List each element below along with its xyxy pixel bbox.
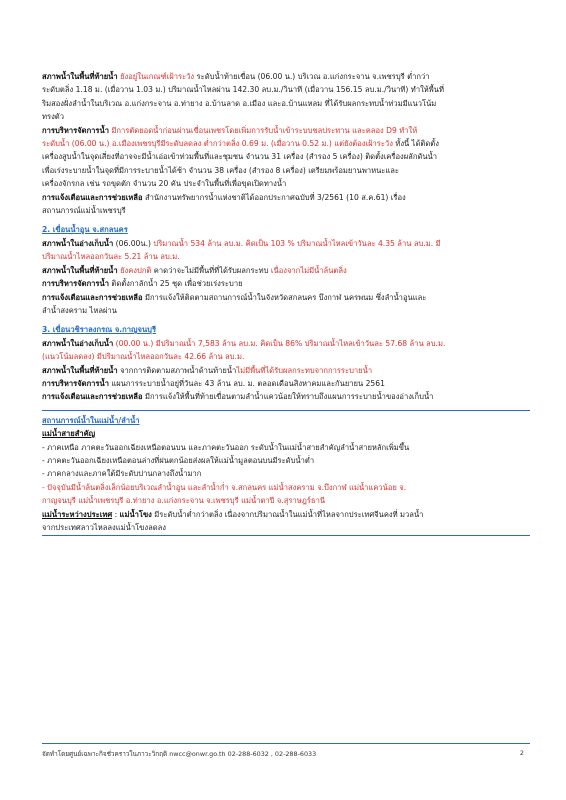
s3-downstream-label: สภาพน้ำในพื้นที่ท้ายน้ำ bbox=[42, 365, 118, 375]
s2-management-label: การบริหารจัดการน้ำ bbox=[42, 279, 109, 289]
s2-reservoir-label: สภาพน้ำในอ่างเก็บน้ำ bbox=[42, 238, 114, 248]
s2-alert-text-1: มีการแจ้งให้ติดตามสถานการณ์น้ำในจังหวัดสกลนคร บึงกาฬ นครพนม ซึ่งลำน้ำอูนและ bbox=[142, 292, 427, 302]
s3-reservoir-red-1: (00.00 น.) มีปริมาณน้ำ 7,583 ล้าน ลบ.ม. คิดเป็น 86% ปริมาณน้ำไหลเข้าวันละ 57.68 ล้าน ลบ.ม. bbox=[113, 338, 446, 348]
s2-alert-paragraph bbox=[42, 291, 530, 318]
downstream-paragraph bbox=[42, 70, 530, 124]
s3-management-label: การบริหารจัดการน้ำ bbox=[42, 378, 109, 388]
river-bullet-4-line-1: - ปัจจุบันมีน้ำล้นตลิ่งเล็กน้อยบริเวณลำน้ำอูน และลำน้ำก่ำ จ.สกลนคร แม่น้ำสงคราม จ.บึงกาฬ แม่น้ำแควน้อย จ. bbox=[42, 482, 407, 492]
s3-management-text: แผนการระบายน้ำอยู่ที่วันละ 43 ล้าน ลบ. ม. ตลอดเดือนสิงหาคมและกันยายน 2561 bbox=[108, 378, 385, 388]
international-rivers-label: แม่น้ำระหว่างประเทศ bbox=[42, 509, 113, 519]
river-situation-box bbox=[42, 410, 530, 537]
river-situation-title: สถานการณ์น้ำในแม่น้ำ/ลำน้ำ bbox=[42, 415, 140, 425]
s2-alert-text-2: ลำน้ำสงคราม ไหลผ่าน bbox=[42, 305, 117, 315]
s2-reservoir-red-2: ปริมาณน้ำไหลออกวันละ 5.21 ล้าน ลบ.ม. bbox=[42, 252, 180, 262]
downstream-text-4: ทรงตัว bbox=[42, 112, 64, 122]
downstream-text-3: ริมสองฝั่งลำน้ำในบริเวณ อ.แก่งกระจาน อ.ท่ายาง อ.บ้านลาด อ.เมือง และอ.บ้านแหลม ที่ได้รับผลกระทบน้ำท่วมมีแนวโน้ม bbox=[42, 98, 437, 108]
management-text-2: ทั้งนี้ ได้ติดตั้ง bbox=[392, 139, 439, 149]
downstream-text-1: ระดับน้ำท้ายเขื่อน (06.00 น.) บริเวณ อ.แก่งกระจาน จ.เพชรบุรี ต่ำกว่า bbox=[196, 72, 430, 81]
river-bullet-4-line-2: กาญจนบุรี แม่น้ำเพชรบุรี อ.ท่ายาง อ.แก่งกระจาน จ.เพชรบุรี แม่น้ำตาปี จ.สุราษฎร์ธานี bbox=[42, 496, 326, 506]
management-red-1: มีการตัดยอดน้ำก่อนผ่านเขื่อนเพชรโดยเพิ่มการรับน้ำเข้าระบบชลประทาน และคลอง D9 ทำให้ bbox=[111, 125, 418, 135]
footer bbox=[42, 749, 530, 759]
management-text-3: เครื่องสูบน้ำในจุดเสี่ยงที่อาจจะมีน้ำเอ่อเข้าท่วมพื้นที่และชุมชน จำนวน 31 เครื่อง (สำรอง 5 เครื่อง) ติดตั้งเครื่องผลักดันน้ำ bbox=[42, 152, 438, 162]
s2-reservoir-red-1: ปริมาณน้ำ 534 ล้าน ลบ.ม. คิดเป็น 103 % ปริมาณน้ำไหลเข้าวันละ 4.35 ล้าน ลบ.ม. มี bbox=[153, 238, 441, 248]
river-bullet-3: - ภาคกลางและภาคใต้มีระดับปานกลางถึงน้ำมาก bbox=[42, 469, 202, 479]
s3-downstream-red: ไม่มีพื้นที่ได้รับผลกระทบจากการระบายน้ำ bbox=[236, 365, 373, 375]
international-separator: : bbox=[112, 509, 120, 519]
alert-text-1: สำนักงานทรัพยากรน้ำแห่งชาติได้ออกประกาศฉบับที่ 3/2561 (10 ส.ค.61) เรื่อง bbox=[142, 192, 406, 202]
management-label: การบริหารจัดการน้ำ bbox=[42, 125, 109, 135]
s2-reservoir-time: (06.00น.) bbox=[113, 238, 154, 248]
s3-reservoir-red-2: (แนวโน้มลดลง) มีปริมาณน้ำไหลออกวันละ 42.66 ล้าน ลบ.ม. bbox=[42, 352, 245, 362]
management-text-5: เครื่องจักรกล เช่น รถขุดตัก จำนวน 20 คัน ประจำในพื้นที่เพื่อขุดเปิดทางน้ำ bbox=[42, 179, 287, 189]
management-paragraph bbox=[42, 124, 530, 191]
management-red-2: ระดับน้ำ (06.00 น.) อ.เมืองเพชรบุรีมีระดับลดลง ต่ำกว่าตลิ่ง 0.69 ม. (เมื่อวาน 0.52 ม.) แต่ยังต้องเฝ้าระวัง bbox=[42, 139, 393, 149]
alert-label: การแจ้งเตือนและการช่วยเหลือ bbox=[42, 192, 143, 202]
alert-paragraph bbox=[42, 191, 530, 218]
s3-downstream-text: จากการติดตามสภาพน้ำด้านท้ายน้ำ bbox=[117, 365, 237, 375]
s2-management-paragraph bbox=[42, 277, 530, 290]
s3-management-paragraph bbox=[42, 377, 530, 390]
international-rivers-paragraph bbox=[42, 508, 530, 535]
footer-org: จัดทำโดยศูนย์เฉพาะกิจชั่วคราวในภาวะวิกฤติ nwcc@onwr.go.th 02-288-6032 , 02-288-6033 bbox=[42, 750, 317, 758]
river-bullet-2: - ภาคตะวันออกเฉียงเหนือตอนล่างที่ฝนตกน้อยส่งผลให้แม่น้ำมูลตอนบนมีระดับน้ำต่ำ bbox=[42, 455, 315, 465]
s2-downstream-paragraph bbox=[42, 264, 530, 277]
main-rivers-label: แม่น้ำสายสำคัญ bbox=[42, 429, 96, 439]
s2-management-text: ติดตั้งกาลักน้ำ 25 ชุด เพื่อช่วยเร่งระบาย bbox=[108, 279, 243, 289]
section-3-heading: 3. เขื่อนวชิราลงกรณ จ.กาญจนบุรี bbox=[42, 325, 157, 335]
management-text-4: เพื่อเร่งระบายน้ำในจุดที่มีการระบายน้ำได้ช้า จำนวน 38 เครื่อง (สำรอง 8 เครื่อง) เตรียมพร้อมยานพาหนะและ bbox=[42, 165, 399, 175]
footer-divider bbox=[42, 743, 530, 744]
s3-alert-paragraph bbox=[42, 390, 530, 403]
international-text-2: จากประเทศลาวไหลลงแม่น้ำโขงลดลง bbox=[42, 523, 167, 532]
downstream-label: สภาพน้ำในพื้นที่ท้ายน้ำ bbox=[42, 72, 118, 81]
s3-alert-label: การแจ้งเตือนและการช่วยเหลือ bbox=[42, 392, 143, 402]
s3-reservoir-label: สภาพน้ำในอ่างเก็บน้ำ bbox=[42, 338, 114, 348]
river-bullet-1: - ภาคเหนือ ภาคตะวันออกเฉียงเหนือตอนบน และภาคตะวันออก ระดับน้ำในแม่น้ำสายสำคัญลำน้ำสายหลักเพิ่มขึ้น bbox=[42, 442, 410, 452]
international-text-1: มีระดับน้ำต่ำกว่าตลิ่ง เนื่องจากปริมาณน้ำในแม่น้ำที่ไหลจากประเทศจีนคงที่ มวลน้ำ bbox=[151, 509, 424, 519]
s2-downstream-label: สภาพน้ำในพื้นที่ท้ายน้ำ bbox=[42, 265, 118, 275]
s3-alert-text: มีการแจ้งให้พื้นที่ท้ายเขื่อนตามลำน้ำแควน้อยให้ทราบถึงแผนการระบายน้ำของอ่างเก็บน้ำ bbox=[142, 392, 434, 402]
s2-downstream-status: ยังคงปกติ bbox=[117, 265, 152, 275]
page-number: 2 bbox=[519, 749, 524, 757]
s2-reservoir-paragraph bbox=[42, 237, 530, 264]
downstream-status: ยังอยู่ในเกณฑ์เฝ้าระวัง bbox=[120, 72, 195, 81]
downstream-text-2: ระดับตลิ่ง 1.18 ม. (เมื่อวาน 1.03 ม.) ปริมาณน้ำไหลผ่าน 142.30 ลบ.ม./วินาที (เมื่อวาน 156.15 ลบ.ม./วินาที) ทำให้พื้นที่ bbox=[42, 85, 444, 95]
s2-alert-label: การแจ้งเตือนและการช่วยเหลือ bbox=[42, 292, 143, 302]
mekong-label: แม่น้ำโขง bbox=[119, 509, 152, 519]
s3-downstream-paragraph bbox=[42, 364, 530, 377]
alert-text-2: สถานการณ์แม่น้ำเพชรบุรี bbox=[42, 206, 126, 216]
s2-downstream-text: คาดว่าจะไม่มีพื้นที่ที่ได้รับผลกระทบ bbox=[151, 265, 271, 275]
document-body bbox=[42, 70, 530, 536]
section-2-heading: 2. เขื่อนน้ำอูน จ.สกลนคร bbox=[42, 225, 128, 235]
s3-reservoir-paragraph bbox=[42, 337, 530, 364]
s2-downstream-red: เนื่องจากไม่มีน้ำล้นตลิ่ง bbox=[270, 265, 347, 275]
